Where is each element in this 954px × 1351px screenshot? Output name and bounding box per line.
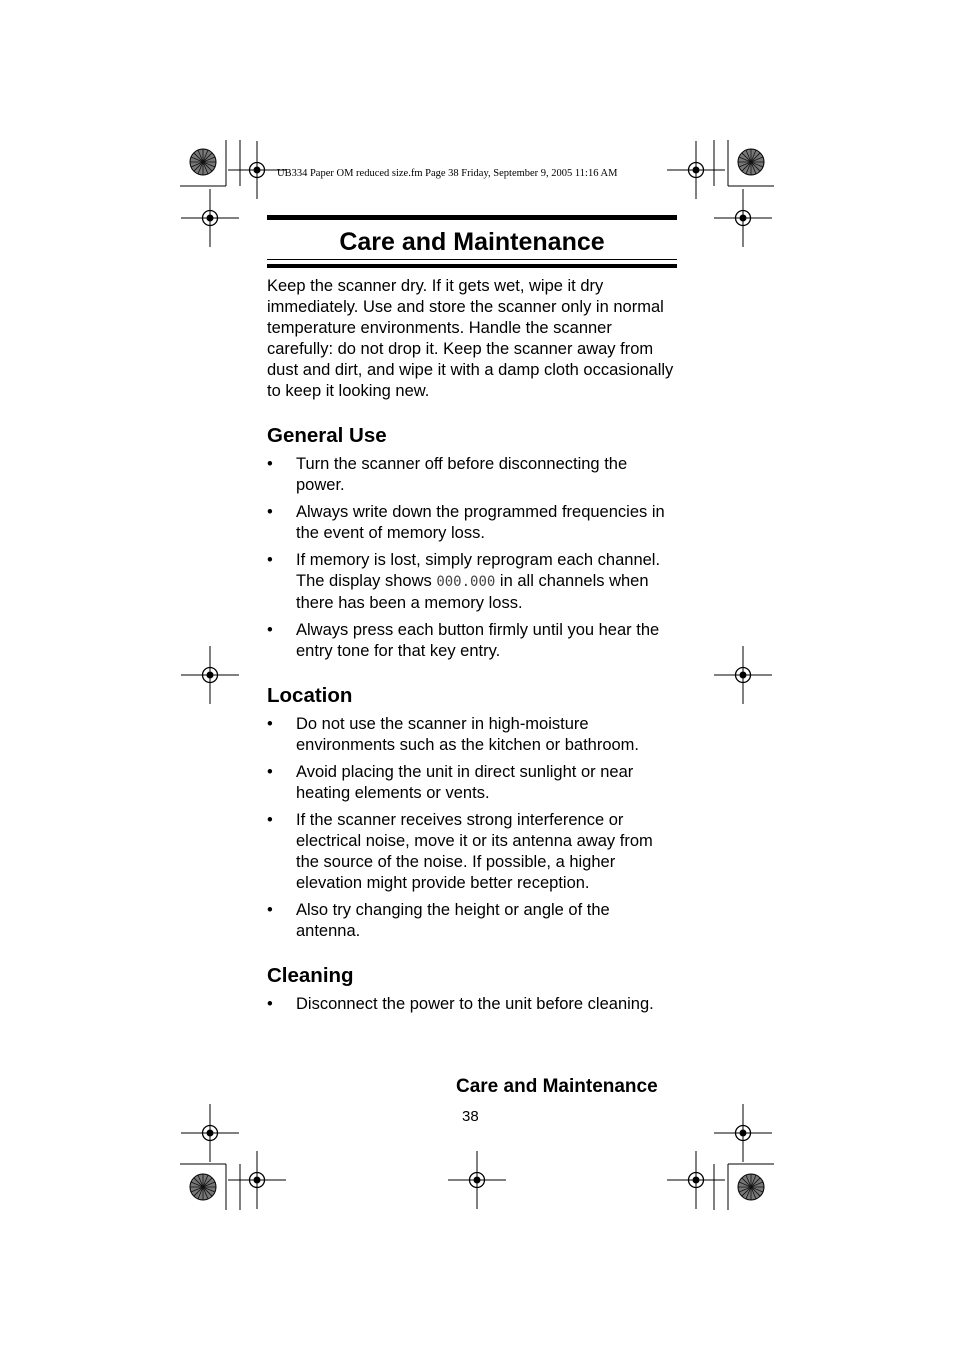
bullet-icon: • (267, 503, 273, 521)
bullet-icon: • (267, 715, 273, 733)
bullet-list (267, 454, 677, 662)
bullet-list (267, 994, 677, 1015)
list-item-text: If memory is lost, simply reprogram each channel. The display shows (296, 551, 661, 590)
section-heading: Cleaning (267, 964, 354, 987)
bullet-icon: • (267, 763, 273, 781)
list-item-text: Disconnect the power to the unit before cleaning. (296, 995, 654, 1013)
list-item (267, 454, 677, 496)
section-heading: Location (267, 684, 353, 707)
bullet-icon: • (267, 551, 273, 569)
list-item (267, 994, 677, 1015)
bullet-list (267, 714, 677, 942)
list-item (267, 714, 677, 756)
list-item-text: Also try changing the height or angle of the antenna. (296, 901, 610, 940)
bullet-icon: • (267, 621, 273, 639)
list-item-text: in all channels when there has been a memory loss. (296, 572, 649, 612)
section-heading: General Use (267, 424, 387, 447)
list-item-text: Do not use the scanner in high-moisture environments such as the kitchen or bathroom. (296, 715, 640, 754)
list-item (267, 810, 677, 894)
bullet-icon: • (267, 995, 273, 1013)
bullet-icon: • (267, 455, 273, 473)
title-rule-box (267, 215, 677, 268)
footer-section-title: Care and Maintenance (456, 1076, 658, 1097)
list-item-text: If the scanner receives strong interference or electrical noise, move it or its antenna away from the source of the noise. If possible, a higher elevation might provide better reception. (296, 811, 653, 892)
sections-container (267, 424, 677, 1015)
page-title: Care and Maintenance (339, 228, 605, 256)
bullet-icon: • (267, 901, 273, 919)
list-item-text: Always write down the programmed frequencies in the event of memory loss. (296, 503, 665, 542)
list-item (267, 900, 677, 942)
page-content (267, 215, 677, 1021)
display-readout: 000.000 (436, 574, 496, 590)
intro-paragraph: Keep the scanner dry. If it gets wet, wipe it dry immediately. Use and store the scanner only in normal temperature environments. Handle the scanner carefully: do not drop it. Keep the scanner away from dust and dirt, and wipe it with a damp cloth occasionally to keep it looking new. (267, 277, 674, 400)
list-item (267, 550, 677, 614)
list-item-text: Always press each button firmly until you hear the entry tone for that key entry. (296, 621, 660, 660)
bullet-icon: • (267, 811, 273, 829)
list-item-text: Avoid placing the unit in direct sunlight or near heating elements or vents. (296, 763, 634, 802)
list-item (267, 620, 677, 662)
list-item-text: Turn the scanner off before disconnecting the power. (296, 455, 628, 494)
list-item (267, 762, 677, 804)
list-item (267, 502, 677, 544)
file-info-header: UB334 Paper OM reduced size.fm Page 38 Friday, September 9, 2005 11:16 AM (277, 168, 618, 179)
page-number: 38 (462, 1108, 479, 1125)
